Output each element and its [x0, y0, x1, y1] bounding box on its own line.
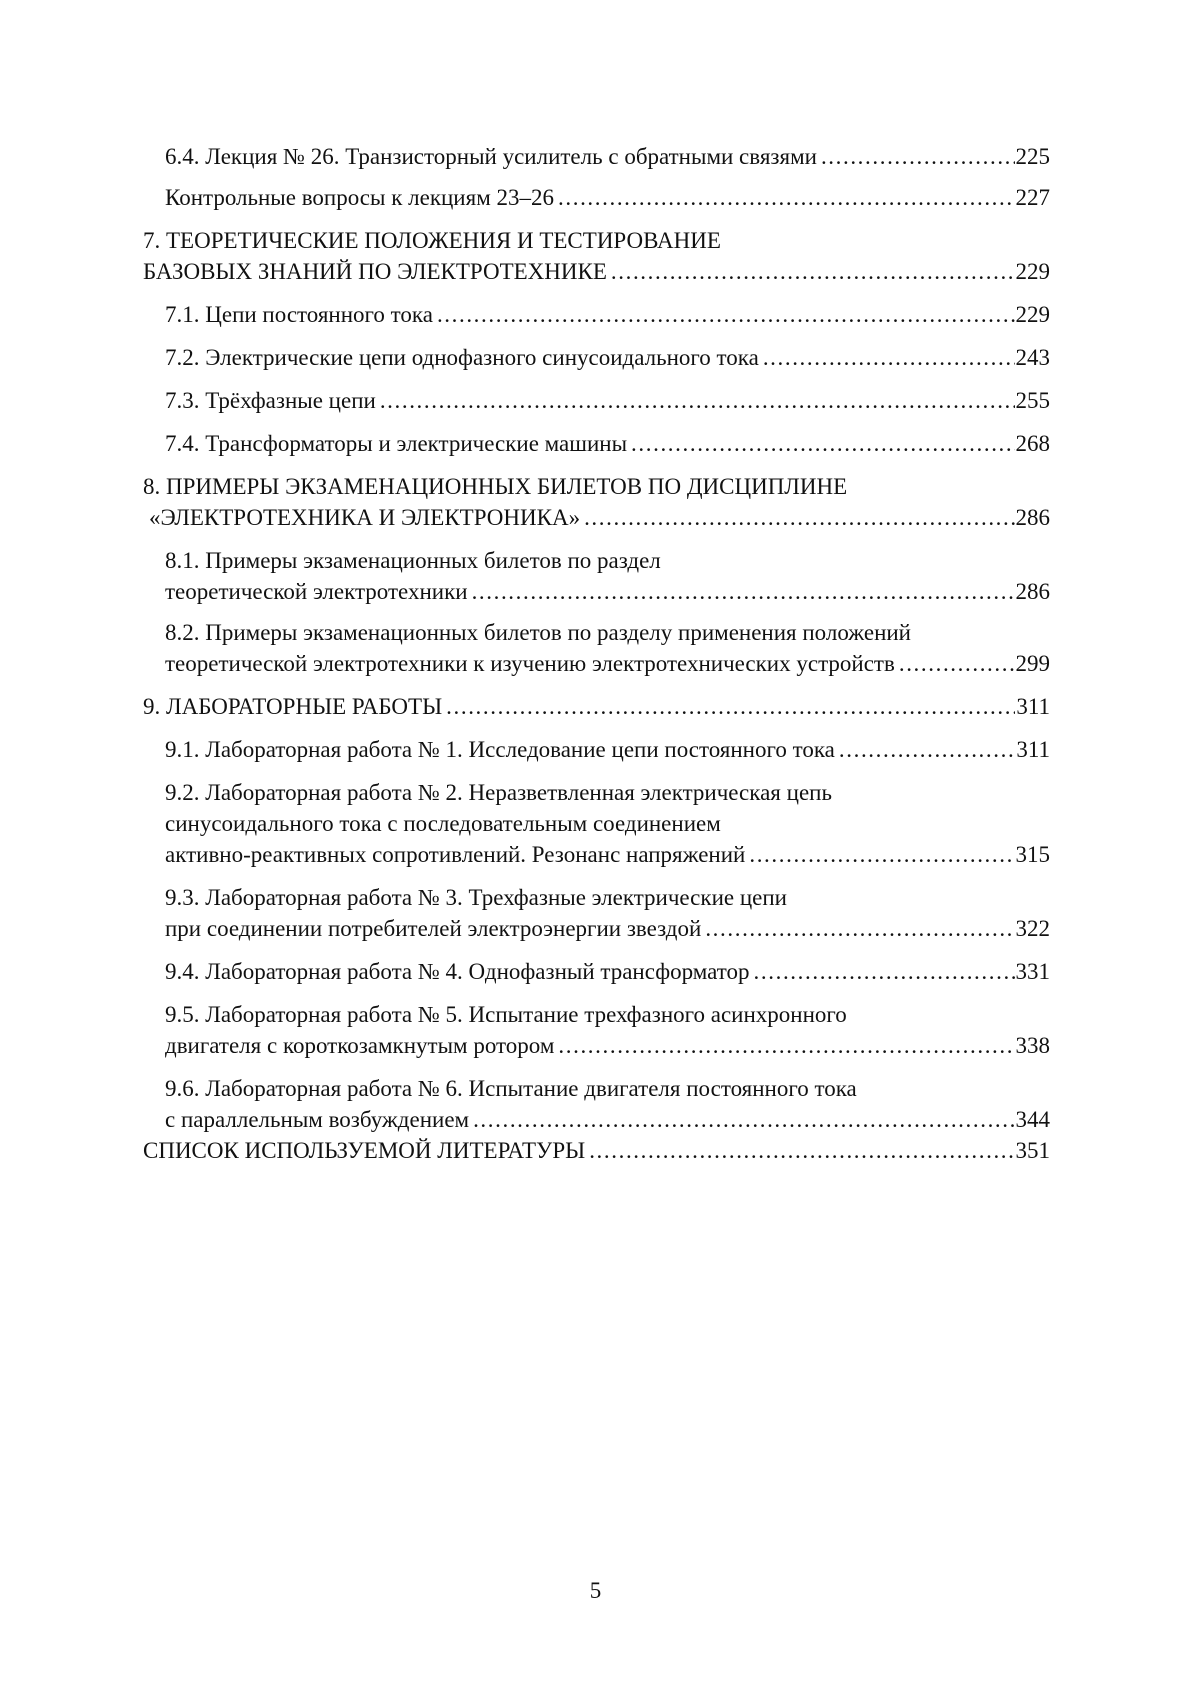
toc-entry[interactable] — [143, 1135, 1050, 1166]
dot-leader — [749, 839, 1014, 870]
toc-entry-title: с параллельным возбуждением — [165, 1107, 470, 1132]
toc-entry-row — [165, 428, 1050, 459]
toc-entry-page-number: 322 — [1015, 916, 1050, 941]
dot-leader — [584, 502, 1014, 533]
dot-leader — [472, 576, 1015, 607]
toc-entry-title: 9.4. Лабораторная работа № 4. Однофазный трансформатор — [165, 959, 750, 984]
toc-entry-row — [143, 1135, 1050, 1166]
toc-entry-page-number: 255 — [1015, 388, 1050, 413]
toc-entry-page-number: 268 — [1015, 431, 1050, 456]
toc-entry-row — [165, 913, 1050, 944]
toc-entry-row — [165, 1030, 1050, 1061]
toc-entry-page-number: 243 — [1015, 345, 1050, 370]
toc-entry-page-number: 229 — [1015, 259, 1050, 284]
toc-entry-title: теоретической электротехники к изучению электротехнических устройств — [165, 651, 895, 676]
dot-leader — [558, 182, 1014, 213]
toc-entry[interactable] — [143, 777, 1050, 870]
toc-entry-row — [165, 648, 1050, 679]
dot-leader — [473, 1104, 1014, 1135]
toc-entry-title: 6.4. Лекция № 26. Транзисторный усилитель с обратными связями — [165, 144, 817, 169]
toc-entry-title: Контрольные вопросы к лекциям 23–26 — [165, 185, 555, 210]
toc-entry-title-line: 9.3. Лабораторная работа № 3. Трехфазные электрические цепи — [165, 885, 787, 910]
toc-entry[interactable] — [143, 1073, 1050, 1135]
toc-entry-row — [143, 502, 1050, 533]
toc-entry-row — [143, 256, 1050, 287]
toc-entry-title: при соединении потребителей электроэнергии звездой — [165, 916, 702, 941]
toc-entry[interactable] — [143, 999, 1050, 1061]
toc-entry-row — [165, 182, 1050, 213]
dot-leader — [611, 256, 1015, 287]
dot-leader — [821, 141, 1015, 172]
toc-entry-page-number: 311 — [1016, 694, 1050, 719]
toc-entry[interactable] — [143, 734, 1050, 765]
toc-entry-title: 9. ЛАБОРАТОРНЫЕ РАБОТЫ — [143, 694, 443, 719]
dot-leader — [763, 342, 1015, 373]
toc-entry[interactable] — [143, 299, 1050, 330]
toc-entry-page-number: 286 — [1015, 579, 1050, 604]
toc-entry[interactable] — [143, 182, 1050, 213]
toc-entry-page-number: 311 — [1016, 737, 1050, 762]
toc-entry[interactable] — [143, 471, 1050, 533]
toc-entry[interactable] — [143, 428, 1050, 459]
toc-entry-title: двигателя с короткозамкнутым ротором — [165, 1033, 555, 1058]
toc-entry[interactable] — [143, 385, 1050, 416]
toc-entry-title-line: 8. ПРИМЕРЫ ЭКЗАМЕНАЦИОННЫХ БИЛЕТОВ ПО ДИСЦИПЛИНЕ — [143, 474, 848, 499]
toc-entry-row — [165, 385, 1050, 416]
dot-leader — [589, 1135, 1014, 1166]
toc-entry-page-number: 227 — [1015, 185, 1050, 210]
page-number: 5 — [589, 1578, 602, 1603]
toc-entry-title: теоретической электротехники — [165, 579, 468, 604]
toc-entry-title: БАЗОВЫХ ЗНАНИЙ ПО ЭЛЕКТРОТЕХНИКЕ — [143, 259, 607, 284]
toc-entry-title: 9.1. Лабораторная работа № 1. Исследование цепи постоянного тока — [165, 737, 835, 762]
toc-entry[interactable] — [143, 342, 1050, 373]
toc-entry-row — [165, 1104, 1050, 1135]
toc-entry-title: СПИСОК ИСПОЛЬЗУЕМОЙ ЛИТЕРАТУРЫ — [143, 1138, 586, 1163]
toc-entry[interactable] — [143, 545, 1050, 607]
toc-entry[interactable] — [143, 225, 1050, 287]
toc-entry-page-number: 299 — [1015, 651, 1050, 676]
toc-entry-row — [165, 342, 1050, 373]
toc-entry[interactable] — [143, 617, 1050, 679]
toc-entry-page-number: 315 — [1015, 842, 1050, 867]
toc-entry-row — [165, 734, 1050, 765]
toc-entry-title-line: 9.5. Лабораторная работа № 5. Испытание трехфазного асинхронного — [165, 1002, 847, 1027]
toc-entry-title: 7.1. Цепи постоянного тока — [165, 302, 433, 327]
dot-leader — [705, 913, 1014, 944]
dot-leader — [380, 385, 1015, 416]
toc-entry-page-number: 229 — [1015, 302, 1050, 327]
dot-leader — [446, 691, 1015, 722]
toc-entry-title-line: 9.6. Лабораторная работа № 6. Испытание двигателя постоянного тока — [165, 1076, 857, 1101]
toc-entry-row — [165, 576, 1050, 607]
toc-entry-title-line: 9.2. Лабораторная работа № 2. Неразветвленная электрическая цепь — [165, 780, 832, 805]
toc-entry-row — [165, 299, 1050, 330]
toc-entry[interactable] — [143, 882, 1050, 944]
dot-leader — [839, 734, 1015, 765]
toc-entry-page-number: 351 — [1015, 1138, 1050, 1163]
toc-entry[interactable] — [143, 141, 1050, 172]
dot-leader — [558, 1030, 1014, 1061]
dot-leader — [437, 299, 1015, 330]
toc-entry-row — [165, 956, 1050, 987]
toc-entry-page-number: 225 — [1015, 144, 1050, 169]
toc-entry-title: активно-реактивных сопротивлений. Резонанс напряжений — [165, 842, 746, 867]
toc-entry[interactable] — [143, 956, 1050, 987]
toc-entry-title: 7.4. Трансформаторы и электрические машины — [165, 431, 628, 456]
table-of-contents — [143, 141, 1050, 1166]
toc-entry-title: 7.3. Трёхфазные цепи — [165, 388, 376, 413]
toc-entry-page-number: 338 — [1015, 1033, 1050, 1058]
toc-entry-title-line: 7. ТЕОРЕТИЧЕСКИЕ ПОЛОЖЕНИЯ И ТЕСТИРОВАНИЕ — [143, 228, 721, 253]
dot-leader — [631, 428, 1014, 459]
toc-entry-title-line: 8.1. Примеры экзаменационных билетов по раздел — [165, 548, 661, 573]
toc-entry-page-number: 286 — [1015, 505, 1050, 530]
toc-entry-title: «ЭЛЕКТРОТЕХНИКА И ЭЛЕКТРОНИКА» — [149, 505, 581, 530]
toc-entry-page-number: 344 — [1015, 1107, 1050, 1132]
toc-entry-title-line: 8.2. Примеры экзаменационных билетов по разделу применения положений — [165, 620, 911, 645]
dot-leader — [754, 956, 1015, 987]
toc-entry-title-line: синусоидального тока с последовательным соединением — [165, 811, 721, 836]
dot-leader — [899, 648, 1015, 679]
toc-entry[interactable] — [143, 691, 1050, 722]
toc-entry-title: 7.2. Электрические цепи однофазного синусоидального тока — [165, 345, 759, 370]
toc-entry-page-number: 331 — [1015, 959, 1050, 984]
toc-entry-row — [165, 839, 1050, 870]
toc-entry-row — [143, 691, 1050, 722]
toc-entry-row — [165, 141, 1050, 172]
